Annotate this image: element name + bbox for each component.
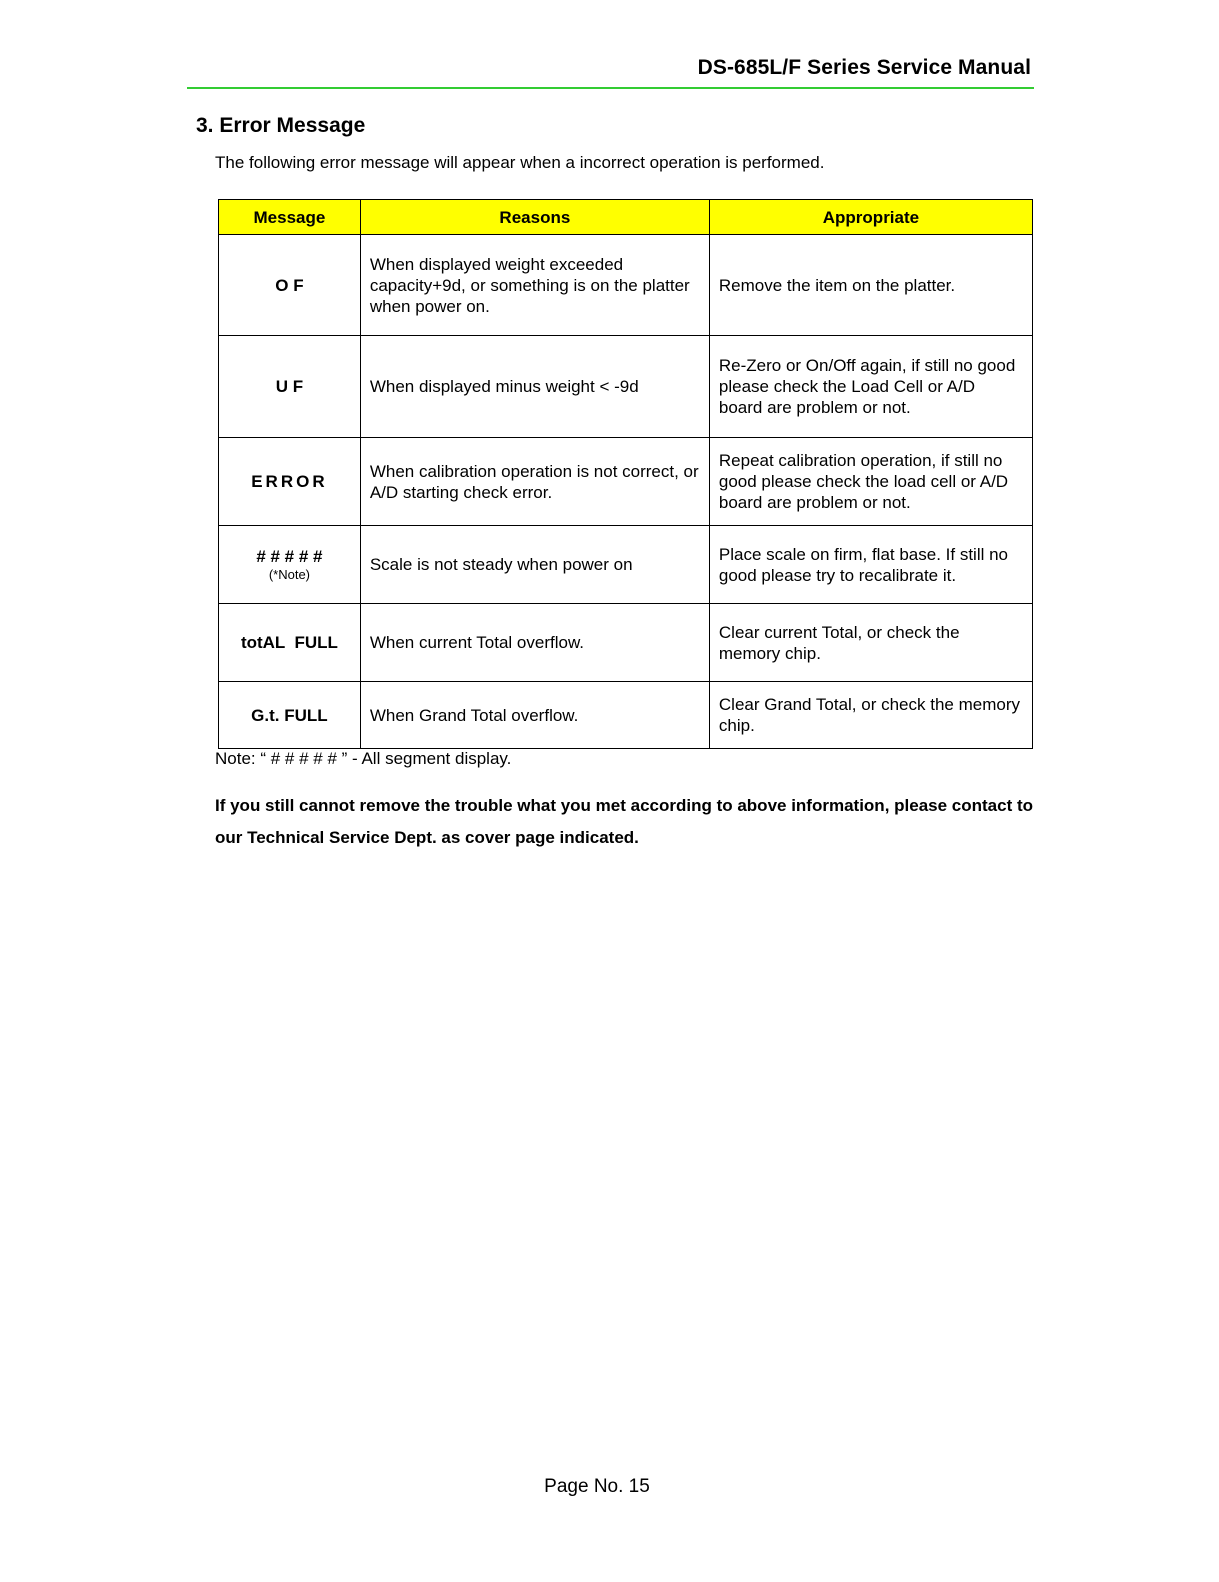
error-reason: When current Total overflow. (360, 604, 709, 682)
error-code: # # # # # (256, 547, 323, 566)
error-code: G.t. FULL (219, 682, 361, 749)
error-reason: When displayed minus weight < -9d (360, 336, 709, 438)
error-code: O F (219, 235, 361, 336)
closing-instructions: If you still cannot remove the trouble what you met according to above information, please contact to our Technical Service Dept. as cover page indicated. (215, 796, 1034, 847)
column-header-message: Message (219, 200, 361, 235)
error-reason: When calibration operation is not correct, or A/D starting check error. (360, 438, 709, 526)
table-note: Note: “ # # # # # ” - All segment display. (215, 749, 512, 768)
column-header-appropriate: Appropriate (709, 200, 1032, 235)
table-row (219, 526, 1033, 604)
manual-title: DS-685L/F Series Service Manual (697, 56, 1031, 79)
section-intro: The following error message will appear when a incorrect operation is performed. (215, 153, 825, 172)
table-row (219, 336, 1033, 438)
table-row (219, 682, 1033, 749)
error-code: totAL FULL (219, 604, 361, 682)
error-remedy: Repeat calibration operation, if still no good please check the load cell or A/D board are problem or not. (709, 438, 1032, 526)
error-code-note: (*Note) (268, 567, 311, 582)
error-reason: When displayed weight exceeded capacity+9d, or something is on the platter when power on. (360, 235, 709, 336)
table-row (219, 604, 1033, 682)
table-row (219, 235, 1033, 336)
table-header-row (219, 200, 1033, 235)
error-message-table (218, 199, 1033, 749)
section-title: 3. Error Message (196, 114, 366, 137)
error-code-cell (219, 526, 361, 604)
error-remedy: Clear Grand Total, or check the memory chip. (709, 682, 1032, 749)
column-header-reasons: Reasons (360, 200, 709, 235)
page-number: Page No. 15 (544, 1476, 650, 1497)
table-row (219, 438, 1033, 526)
error-remedy: Place scale on firm, flat base. If still no good please try to recalibrate it. (709, 526, 1032, 604)
error-code: ERROR (219, 438, 361, 526)
error-remedy: Clear current Total, or check the memory chip. (709, 604, 1032, 682)
error-remedy: Remove the item on the platter. (709, 235, 1032, 336)
error-reason: Scale is not steady when power on (360, 526, 709, 604)
error-remedy: Re-Zero or On/Off again, if still no good please check the Load Cell or A/D board are problem or not. (709, 336, 1032, 438)
error-reason: When Grand Total overflow. (360, 682, 709, 749)
header-rule (187, 87, 1034, 89)
error-code: U F (219, 336, 361, 438)
